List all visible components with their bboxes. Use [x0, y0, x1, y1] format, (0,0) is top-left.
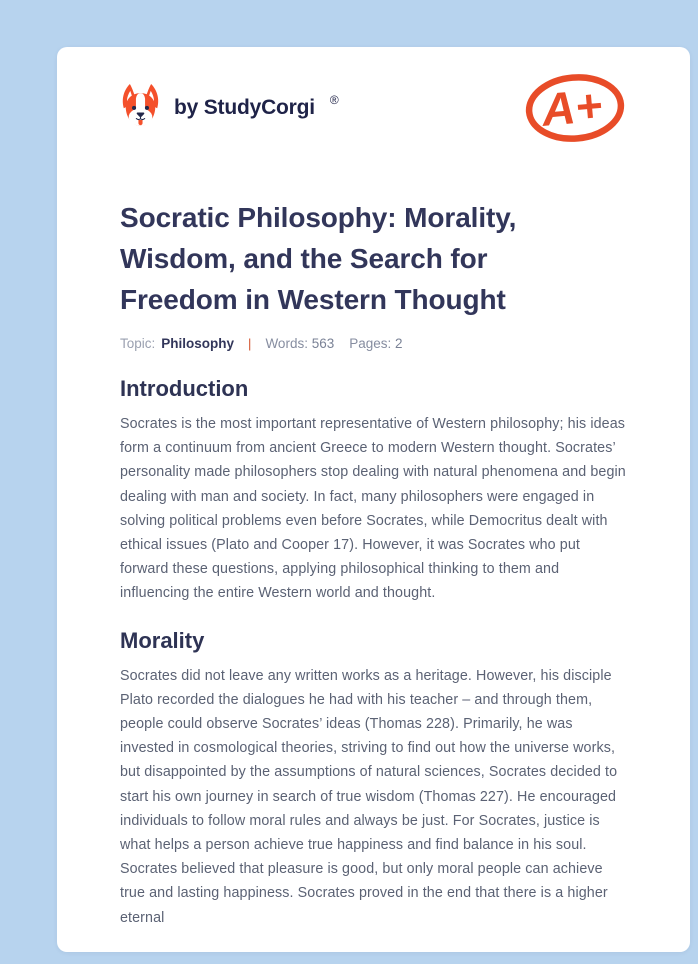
essay-meta-row — [120, 334, 628, 354]
section-body-introduction: Socrates is the most important representative of Western philosophy; his ideas form a continuum from ancient Greece to modern Western thought. Socrates’ personality made philosophers stop dealing with natural phenomena and begin dealing with man and society. In fact, many philosophers were engaged in solving political problems even before Socrates, while Democritus dealt with ethical issues (Plato and Cooper 17). However, it was Socrates who put forward these questions, applying philosophical thinking to them and influencing the entire Western world and thought. — [120, 416, 626, 602]
section-heading-morality: Morality — [120, 627, 205, 653]
a-plus-grade-badge-icon — [522, 70, 628, 146]
topic-link[interactable]: Philosophy — [161, 336, 235, 351]
topic-label: Topic: — [120, 336, 156, 351]
studycorgi-logo-link[interactable] — [120, 82, 339, 135]
pages-value: 2 — [395, 336, 403, 351]
corgi-mascot-icon — [120, 82, 161, 135]
grade-badge-text: A+ — [539, 78, 605, 136]
pages-label: Pages: — [349, 336, 392, 351]
section-heading-introduction: Introduction — [120, 376, 249, 401]
words-value: 563 — [311, 336, 335, 351]
words-label: Words: — [265, 336, 308, 351]
essay-preview-card — [57, 47, 690, 952]
words-count — [265, 334, 334, 354]
card-header — [120, 63, 628, 153]
meta-divider: | — [248, 336, 252, 351]
registered-mark: ® — [329, 93, 339, 107]
pages-count — [349, 334, 402, 354]
essay-title: Socratic Philosophy: Morality, Wisdom, and the Search for Freedom in Western Thought — [120, 202, 517, 315]
logo-text: by StudyCorgi — [174, 96, 315, 119]
section-body-morality: Socrates did not leave any written works as a heritage. However, his disciple Plato recorded the dialogues he had with his teacher – and through them, people could observe Socrates’ ideas (Thomas 228). Primarily, he was invested in cosmological theories, striving to find out how the universe works, but disappointed by the assumptions of natural sciences, Socrates decided to start his own journey in search of true wisdom (Thomas 227). He encouraged individuals to follow moral rules and always be just. For Socrates, justice is what helps a person achieve true happiness and find balance in his soul. Socrates believed that pleasure is good, but only moral people can achieve true and lasting happiness. Socrates proved in the end that there is a higher eternal — [120, 667, 618, 926]
